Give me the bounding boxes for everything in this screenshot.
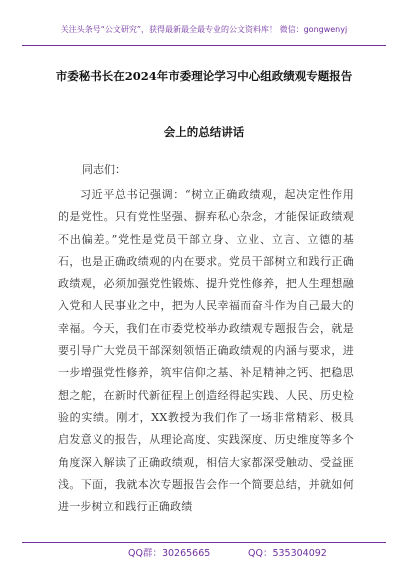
footer-divider — [22, 542, 386, 543]
footer-qq-group: QQ群：30265665 — [128, 548, 211, 559]
header-divider — [22, 45, 386, 46]
footer-qq: QQ：535304092 — [248, 548, 327, 559]
document-title-line1: 市委秘书长在2024年市委理论学习中心组政绩观专题报告 — [55, 69, 353, 83]
body-paragraph: 习近平总书记强调：“树立正确政绩观，起决定性作用的是党性。只有党性坚强、摒弃私心杂念，才能保证政绩观不出偏差。”党性是党员干部立身、立业、立言、立德的基石，也是正确政绩观的内在要求。党员干部树立和践行正确政绩观，必须加强党性锻炼、提升党性修养，把人生理想融入党和人民事业之中，把为人民幸福而奋斗作为自己最大的幸福。今天，我们在市委党校举办政绩观专题报告会，就是要引导广大党员干部深刻领悟正确政绩观的内涵与要求，进一步增强党性修养，筑牢信仰之基、补足精神之钙、把稳思想之舵，在新时代新征程上创造经得起实践、人民、历史检验的实绩。刚才，XX教授为我们作了一场非常精彩、极具启发意义的报告，从理论高度、实践深度、历史维度等多个角度深入解读了正确政绩观，相信大家都深受触动、受益匪浅。下面，我就本次专题报告会作一个简要总结，并就如何进一步树立和践行正确政绩 — [58, 188, 354, 514]
salutation: 同志们： — [82, 163, 126, 176]
document-title-line2: 会上的总结讲话 — [163, 125, 245, 139]
header-notice: 关注头条号“公文研究”，获得最新最全最专业的公文资料库！ 微信：gongwenyj — [60, 25, 348, 34]
